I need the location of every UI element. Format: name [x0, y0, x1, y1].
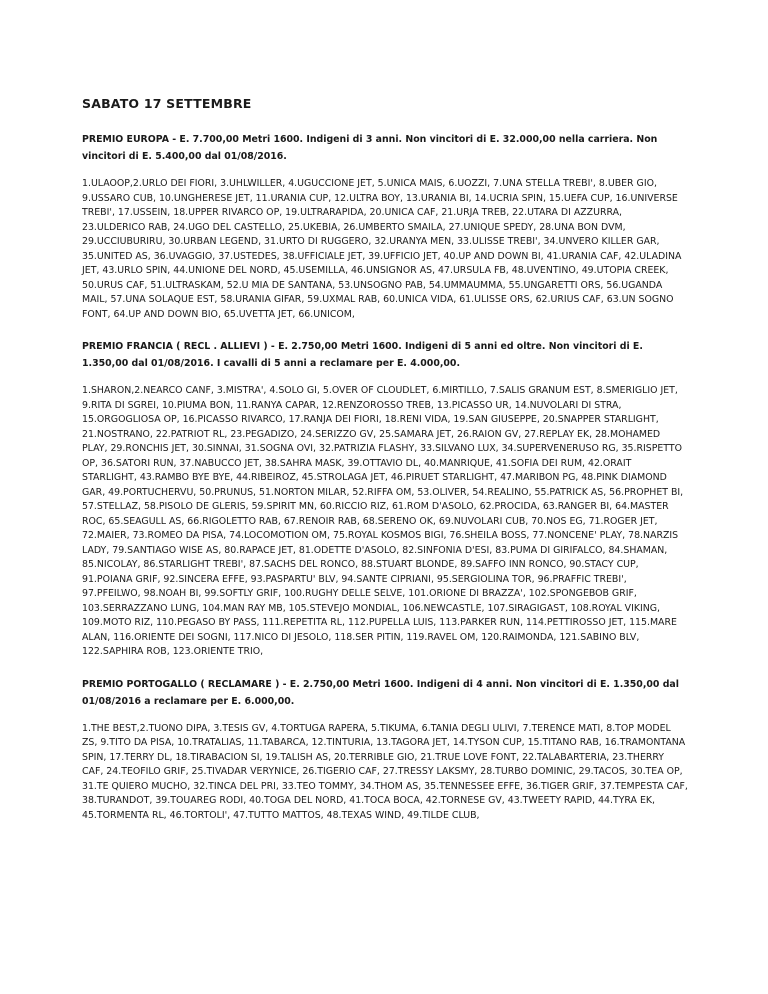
race-program-document: [82, 96, 688, 839]
day-title: SABATO 17 SETTEMBRE: [82, 96, 252, 111]
race-section-francia: [82, 338, 688, 660]
race-section-europa: [82, 131, 688, 322]
race-section-portogallo: [82, 676, 688, 824]
race-entries: 1.ULAOOP,2.URLO DEI FIORI, 3.UHLWILLER, 4.UGUCCIONE JET, 5.UNICA MAIS, 6.UOZZI, 7.UNA STELLA TREBI', 8.UBER GIO, 9.USSARO CUB, 10.UNGHERESE JET, 11.URANIA CUP, 12.ULTRA BOY, 13.URANIA BI, 14.UCRIA SPIN, 15.UEFA CUP, 16.UNIVERSE TREBI', 17.USSEIN, 18.UPPER RIVARCO OP, 19.ULTRARAPIDA, 20.UNICA CAF, 21.URJA TREB, 22.UTARA DI AZZURRA, 23.ULDERICO RAB, 24.UGO DEL CASTELLO, 25.UKEBIA, 26.UMBERTO SMAILA, 27.UNIQUE SPEDY, 28.UNA BON DVM, 29.UCCIUBURIRU, 30.URBAN LEGEND, 31.URTO DI RUGGERO, 32.URANYA MEN, 33.ULISSE TREBI', 34.UNVERO KILLER GAR, 35.UNITED AS, 36.UVAGGIO, 37.USTEDES, 38.UFFICIALE JET, 39.UFFICIO JET, 40.UP AND DOWN BI, 41.URANIA CAF, 42.ULADINA JET, 43.URLO SPIN, 44.UNIONE DEL NORD, 45.USEMILLA, 46.UNSIGNOR AS, 47.URSULA FB, 48.UVENTINO, 49.UTOPIA CREEK, 50.URUS CAF, 51.ULTRASKAM, 52.U MIA DE SANTANA, 53.UNSOGNO PAB, 54.UMMAUMMA, 55.UNGARETTI ORS, 56.UGANDA MAIL, 57.UNA SOLAQUE EST, 58.URANIA GIFAR, 59.UXMAL RAB, 60.UNICA VIDA, 61.ULISSE ORS, 62.URIUS CAF, 63.UN SOGNO FONT, 64.UP AND DOWN BIO, 65.UVETTA JET, 66.UNICOM,: [82, 178, 682, 320]
race-entries: 1.THE BEST,2.TUONO DIPA, 3.TESIS GV, 4.TORTUGA RAPERA, 5.TIKUMA, 6.TANIA DEGLI ULIVI, 7.TERENCE MATI, 8.TOP MODEL ZS, 9.TITO DA PISA, 10.TRATALIAS, 11.TABARCA, 12.TINTURIA, 13.TAGORA JET, 14.TYSON CUP, 15.TITANO RAB, 16.TRAMONTANA SPIN, 17.TERRY DL, 18.TIRABACION SI, 19.TALISH AS, 20.TERRIBLE GIO, 21.TRUE LOVE FONT, 22.TALABARTERIA, 23.THERRY CAF, 24.TEOFILO GRIF, 25.TIVADAR VERYNICE, 26.TIGERIO CAF, 27.TRESSY LAKSMY, 28.TURBO DOMINIC, 29.TACOS, 30.TEA OP, 31.TE QUIERO MUCHO, 32.TINCA DEL PRI, 33.TEO TOMMY, 34.THOM AS, 35.TENNESSEE EFFE, 36.TIGER GRIF, 37.TEMPESTA CAF, 38.TURANDOT, 39.TOUAREG RODI, 40.TOGA DEL NORD, 41.TOCA BOCA, 42.TORNESE GV, 43.TWEETY RAPID, 44.TYRA EK, 45.TORMENTA RL, 46.TORTOLI', 47.TUTTO MATTOS, 48.TEXAS WIND, 49.TILDE CLUB,: [82, 722, 688, 821]
race-header: PREMIO FRANCIA ( RECL . ALLIEVI ) - E. 2.750,00 Metri 1600. Indigeni di 5 anni ed oltre. Non vincitori di E. 1.350,00 dal 01/08/2016. I cavalli di 5 anni a reclamare per E. 4.000,00.: [82, 341, 643, 369]
race-header: PREMIO EUROPA - E. 7.700,00 Metri 1600. Indigeni di 3 anni. Non vincitori di E. 32.000,00 nella carriera. Non vincitori di E. 5.400,00 dal 01/08/2016.: [82, 134, 658, 162]
race-entries: 1.SHARON,2.NEARCO CANF, 3.MISTRA', 4.SOLO GI, 5.OVER OF CLOUDLET, 6.MIRTILLO, 7.SALIS GRANUM EST, 8.SMERIGLIO JET, 9.RITA DI SGREI, 10.PIUMA BON, 11.RANYA CAPAR, 12.RENZOROSSO TREB, 13.PICASSO UR, 14.NUVOLARI DI STRA, 15.ORGOGLIOSA OP, 16.PICASSO RIVARCO, 17.RANJA DEI FIORI, 18.RENI VIDA, 19.SAN GIUSEPPE, 20.SNAPPER STARLIGHT, 21.NOSTRANO, 22.PATRIOT RL, 23.PEGADIZO, 24.SERIZZO GV, 25.SAMARA JET, 26.RAION GV, 27.REPLAY EK, 28.MOHAMED PLAY, 29.RONCHIS JET, 30.SINNAI, 31.SOGNA OVI, 32.PATRIZIA FLASHY, 33.SILVANO LUX, 34.SUPERVENERUSO RG, 35.RISPETTO OP, 36.SATORI RUN, 37.NABUCCO JET, 38.SAHRA MASK, 39.OTTAVIO DL, 40.MANRIQUE, 41.SOFIA DEI RUM, 42.ORAIT STARLIGHT, 43.RAMBO BYE BYE, 44.RIBEIROZ, 45.STROLAGA JET, 46.PIRUET STARLIGHT, 47.MARIBON PG, 48.PINK DIAMOND GAR, 49.PORTUCHERVU, 50.PRUNUS, 51.NORTON MILAR, 52.RIFFA OM, 53.OLIVER, 54.REALINO, 55.PATRICK AS, 56.PROPHET BI, 57.STELLAZ, 58.PISOLO DE GLERIS, 59.SPIRIT MN, 60.RICCIO RIZ, 61.ROM D'ASOLO, 62.PROCIDA, 63.RANGER BI, 64.MASTER ROC, 65.SEAGULL AS, 66.RIGOLETTO RAB, 67.RENOIR RAB, 68.SERENO OK, 69.NUVOLARI CUB, 70.NOS EG, 71.ROGER JET, 72.MAIER, 73.ROMEO DA PISA, 74.LOCOMOTION OM, 75.ROYAL KOSMOS BIGI, 76.SHEILA BOSS, 77.NONCENE' PLAY, 78.NARZIS LADY, 79.SANTIAGO WISE AS, 80.RAPACE JET, 81.ODETTE D'ASOLO, 82.SINFONIA D'ESI, 83.PUMA DI GIRIFALCO, 84.SHAMAN, 85.NICOLAY, 86.STARLIGHT TREBI', 87.SACHS DEL RONCO, 88.STUART BLONDE, 89.SAFFO INN RONCO, 90.STACY CUP, 91.POIANA GRIF, 92.SINCERA EFFE, 93.PASPARTU' BLV, 94.SANTE CIPRIANI, 95.SERGIOLINA TOR, 96.PRAFFIC TREBI', 97.PFEILWO, 98.NOAH BI, 99.SOFTLY GRIF, 100.RUGHY DELLE SELVE, 101.ORIONE DI BRAZZA', 102.SPONGEBOB GRIF, 103.SERRAZZANO LUNG, 104.MAN RAY MB, 105.STEVEJO MONDIAL, 106.NEWCASTLE, 107.SIRAGIGAST, 108.ROYAL VIKING, 109.MOTO RIZ, 110.PEGASO BY PASS, 111.REPETITA RL, 112.PUPELLA LUIS, 113.PARKER RUN, 114.PETTIROSSO JET, 115.MARE ALAN, 116.ORIENTE DEI SOGNI, 117.NICO DI JESOLO, 118.SER PITIN, 119.RAVEL OM, 120.RAIMONDA, 121.SABINO BLV, 122.SAPHIRA ROB, 123.ORIENTE TRIO,: [82, 385, 684, 657]
race-header: PREMIO PORTOGALLO ( RECLAMARE ) - E. 2.750,00 Metri 1600. Indigeni di 4 anni. Non vincitori di E. 1.350,00 dal 01/08/2016 a reclamare per E. 6.000,00.: [82, 678, 679, 707]
